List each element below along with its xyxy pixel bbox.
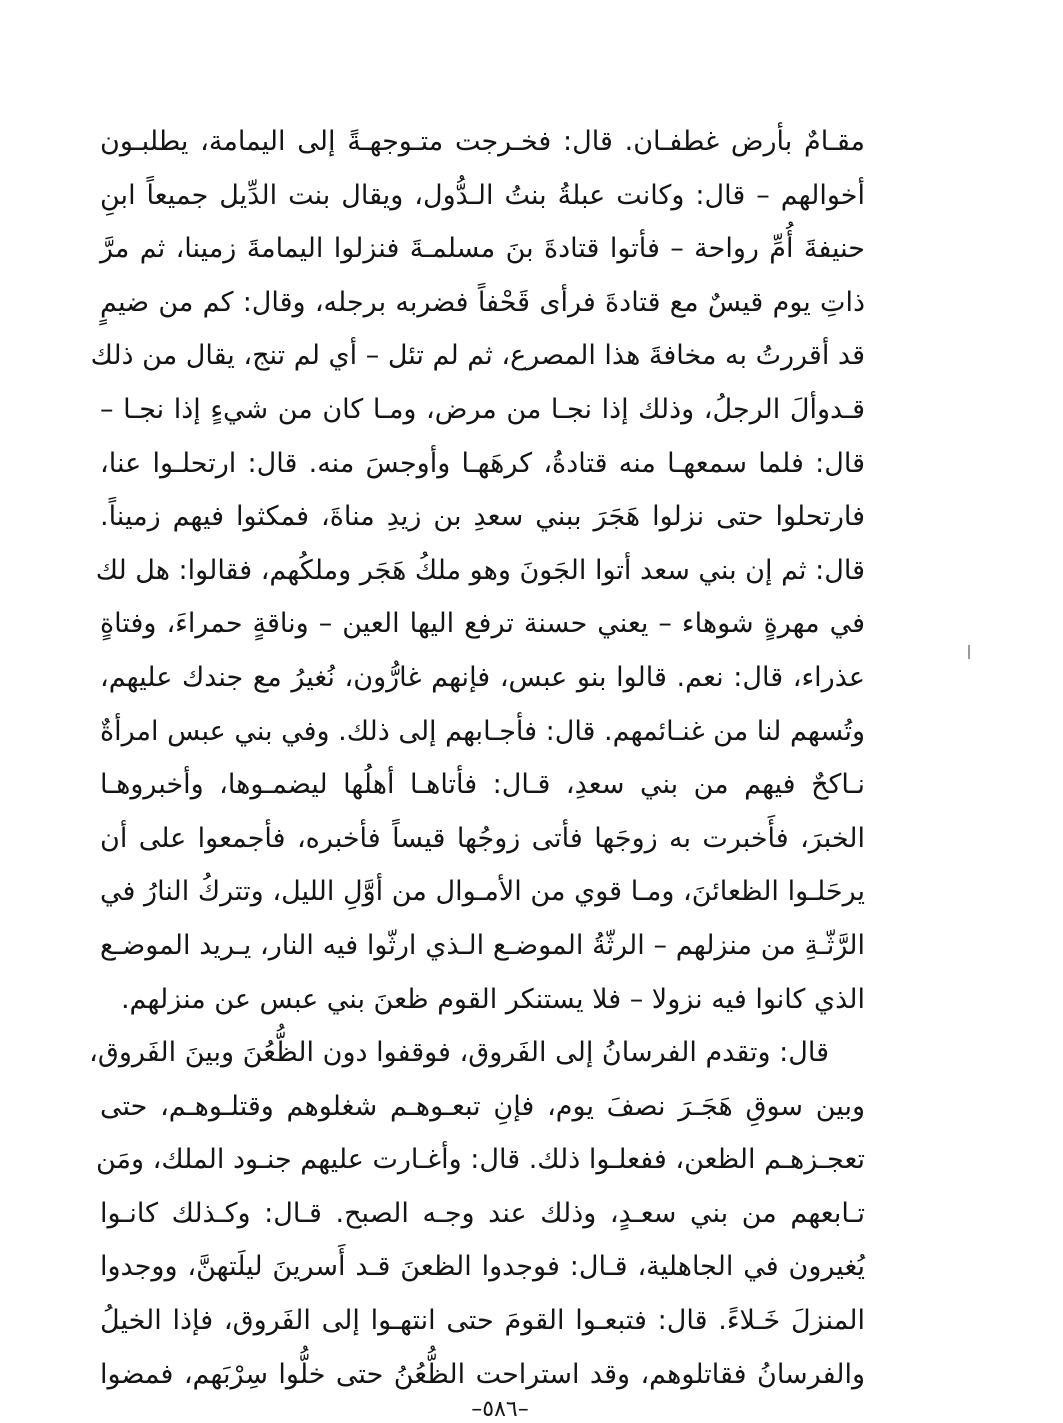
text-line: قال: فلما سمعهـا منه قتادةُ، كرهَهـا وأوجسَ منه. قال: ارتحلـوا عنا،	[100, 447, 865, 479]
body-text	[89, 115, 865, 1401]
text-line: يُغيرون في الجاهلية، قـال: فوجدوا الظعنَ قـد أَسرينَ ليلَتهنَّ، ووجدوا	[100, 1251, 865, 1283]
text-line: قد أقررتُ به مخافةَ هذا المصرع، ثم لم تئل – أي لم تنج، يقال من ذلك	[90, 340, 865, 372]
paragraph-end-line: الذي كانوا فيه نزولا – فلا يستنكر القوم ظعنَ بني عبس عن منزلهم.	[120, 983, 865, 1015]
text-line: فارتحلوا حتى نزلوا هَجَرَ ببني سعدِ بن زيدِ مناةَ، فمكثوا فيهم زميناً.	[100, 501, 865, 533]
text-line: قال: ثم إن بني سعد أتوا الجَونَ وهو ملكُ هَجَر وملكُهم، فقالوا: هل لك	[95, 554, 865, 586]
text-line: أخوالهم – قال: وكانت عبلةُ بنتُ الـدُّول، ويقال بنت الدِّيل جميعاً ابنِ	[100, 179, 865, 211]
text-line: عذراء، قال: نعم. قالوا بنو عبس، فإنهم غارُّون، نُغيرُ مع جندك عليهم،	[100, 661, 865, 693]
text-line: وبين سوقِ هَجَـرَ نصفَ يوم، فإنِ تبعـوهـم شغلوهم وقتلـوهـم، حتى	[100, 1090, 865, 1122]
text-line: المنزلَ خَـلاءً. قال: فتبعـوا القومَ حتى انتهـوا إلى الفَروق، فإذا الخيلُ	[100, 1305, 865, 1337]
text-line: ذاتِ يوم قيسٌ مع قتادةَ فرأى قَحْفاً فضربه برجله، وقال: كم من ضيمٍ	[100, 286, 865, 318]
paragraph-start-line: قال: وتقدم الفرسانُ إلى الفَروق، فوقفوا دون الظُّعُنَ وبينَ الفَروق،	[89, 1037, 829, 1069]
text-line: الرَّثّـةِ من منزلهم – الرثّةُ الموضـع الـذي ارثّوا فيه النار، يـريد الموضـع	[100, 929, 865, 961]
text-line: وتُسهم لنا من غنـائمهم. قال: فأجـابهم إلى ذلك. وفي بني عبس امرأةٌ	[100, 715, 865, 747]
margin-tick	[968, 645, 970, 659]
text-line: تـابعهم من بني سعـدٍ، وذلك عند وجـه الصبح. قـال: وكـذلك كانـوا	[100, 1197, 865, 1229]
text-line: قـدوألَ الرجلُ، وذلك إذا نجـا من مرض، ومـا كان من شيءٍ إذا نجـا –	[100, 393, 865, 425]
text-line: نـاكحٌ فيهم من بني سعدِ، قـال: فأتاهـا أهلُها ليضمـوها، وأخبروهـا	[100, 769, 865, 801]
text-line: والفرسانُ فقاتلوهم، وقد استراحت الظُّعُنُ حتى خلُّوا سِرْبَهم، فمضوا	[100, 1358, 865, 1390]
text-line: حنيفةَ أُمِّ رواحة – فأتوا قتادةَ بنَ مسلمـةَ فنزلوا اليمامةَ زمينا، ثم مرَّ	[100, 233, 865, 265]
text-line: الخبرَ، فأَخبرت به زوجَها فأتى زوجُها قيساً فأخبره، فأجمعوا على أن	[100, 822, 865, 854]
text-line: يرحَلـوا الظعائنَ، ومـا قوي من الأمـوال من أوَّلِ الليل، وتتركُ النارُ في	[100, 876, 865, 908]
text-line: مقـامٌ بأرض غطفـان. قال: فخـرجت متـوجهـةً إلى اليمامة، يطلبـون	[100, 126, 865, 157]
text-line: تعجـزهـم الظعن، ففعلـوا ذلك. قال: وأغـارت عليهم جنـود الملك، ومَن	[95, 1144, 865, 1176]
page-number: –٥٨٦–	[471, 1397, 529, 1422]
text-line: في مهرةٍ شوهاء – يعني حسنة ترفع اليها العين – وناقةٍ حمراءَ، وفتاةٍ	[100, 608, 865, 640]
